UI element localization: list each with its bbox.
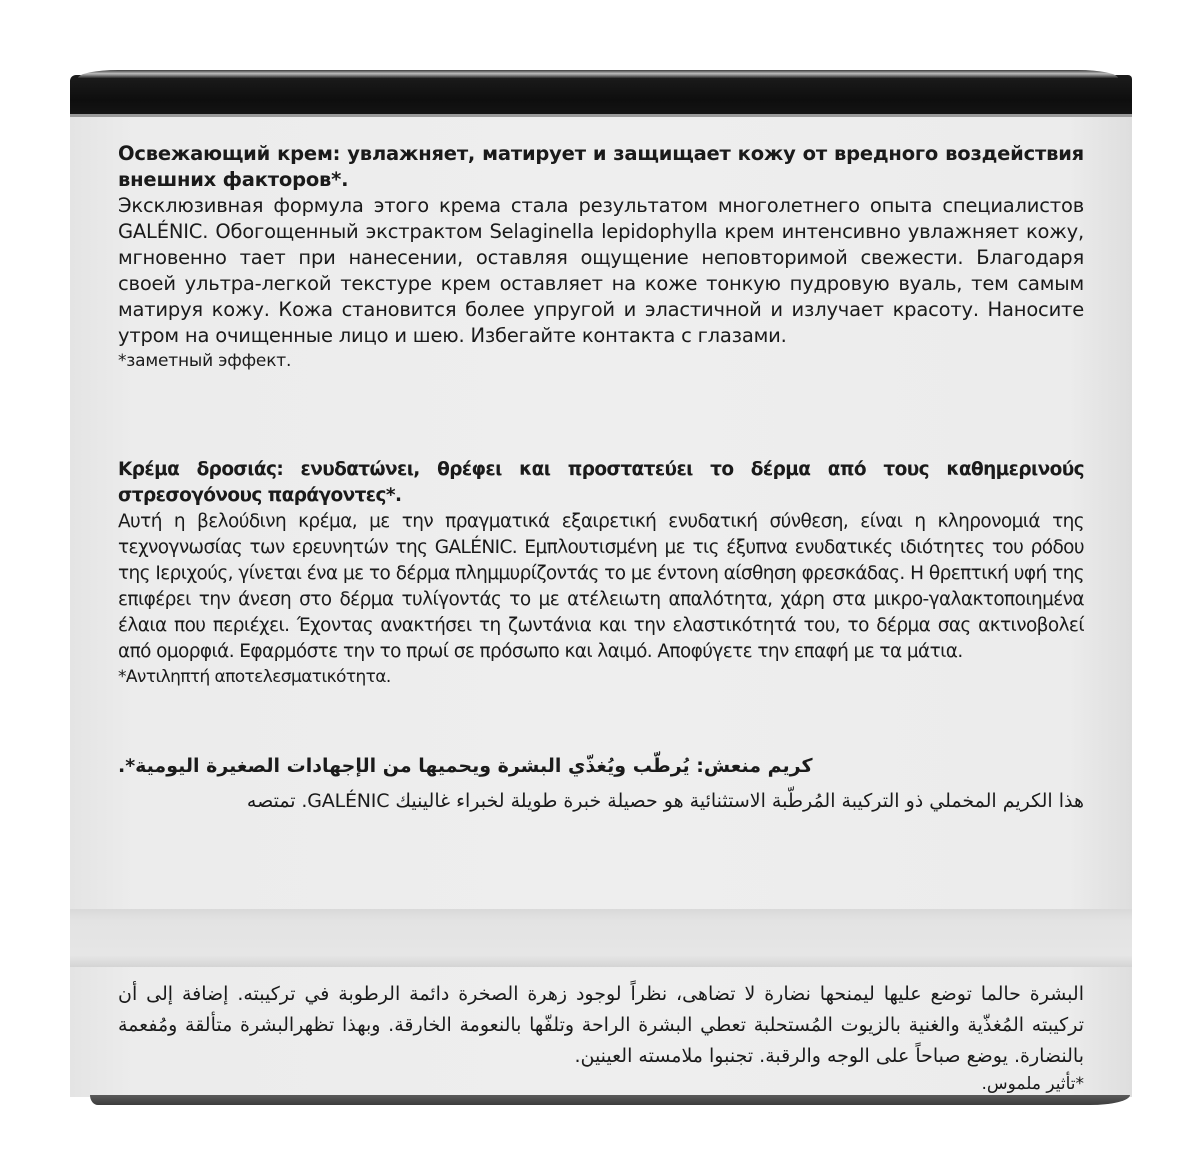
greek-section — [118, 457, 1084, 689]
label-panel — [70, 117, 1132, 1097]
russian-body: Эксклюзивная формула этого крема стала результатом многолетнего опыта специалистов GALÉNIC. Обогощенный экстрактом Selaginella lepidophylla крем интенсивно увлажняет кожу, мгновенно тает при нанесении, оставляя ощущение неповторимой свежести. Благодаря своей ультра-легкой текстуре крем оставляет на коже тонкую пудровую вуаль, тем самым матируя кожу. Кожа становится более упругой и эластичной и излучает красоту. Наносите утром на очищенные лицо и шею. Избегайте контакта с глазами. — [118, 194, 1084, 347]
greek-heading: Κρέμα δροσιάς: ενυδατώνει, θρέφει και προστατεύει το δέρμα από τους καθημερινούς στρεσογόνους παράγοντες*. — [118, 459, 1084, 506]
product-box — [70, 70, 1132, 1102]
fold-band — [70, 909, 1132, 967]
greek-body: Αυτή η βελούδινη κρέμα, με την πραγματικά εξαιρετική ενυδατική σύνθεση, είναι η κληρονομιά της τεχνογνωσίας των ερευνητών της GALÉNIC. Εμπλουτισμένη με τις έξυπνα ενυδατικές ιδιότητες του ρόδου της Ιεριχούς, γίνεται ένα με το δέρμα πλημμυρίζοντάς το με έντονη αίσθηση φρεσκάδας. Η θρεπτική υφή της επιφέρει την άνεση στο δέρμα τυλίγοντάς το με ατέλειωτη απαλότητα, χάρη στα μικρο-γαλακτοποιημένα έλαια που περιέχει. Έχοντας ανακτήσει τη ζωντάνια και την ελαστικότητά του, το δέρμα σας ακτινοβολεί από ομορφιά. Εφαρμόστε την το πρωί σε πρόσωπο και λαιμό. Αποφύγετε την επαφή με τα μάτια. — [118, 511, 1084, 662]
arabic-section-bottom — [118, 979, 1084, 1096]
box-bottom-edge — [90, 1095, 1130, 1105]
russian-section — [118, 141, 1084, 373]
arabic-footnote: *تأثير ملموس. — [981, 1074, 1084, 1094]
arabic-heading: كريم منعش: يُرطّب ويُغذّي البشرة ويحميها من الإجهادات الصغيرة اليومية*. — [118, 755, 813, 777]
greek-footnote: *Αντιληπτή αποτελεσματικότητα. — [118, 667, 391, 687]
arabic-body: البشرة حالما توضع عليها ليمنحها نضارة لا تضاهى، نظراً لوجود زهرة الصخرة دائمة الرطوبة في تركيبته. إضافة إلى أن تركيبته المُغذّية والغنية بالزيوت المُستحلبة تعطي البشرة الراحة وتلفّها بالنعومة الخارقة. وبهذا تظهرالبشرة متألقة ومُفعمة بالنضارة. يوضع صباحاً على الوجه والرقبة. تجنبوا ملامسته العينين. — [118, 983, 1084, 1067]
russian-heading: Освежающий крем: увлажняет, матирует и защищает кожу от вредного воздействия внешних факторов*. — [118, 142, 1084, 191]
arabic-section-top — [118, 751, 1084, 817]
arabic-line-before-fold: هذا الكريم المخملي ذو التركيبة المُرطّبة الاستثنائية هو حصيلة خبرة طويلة لخبراء غالينيك GALÉNIC. تمتصه — [246, 790, 1084, 812]
box-lid — [70, 75, 1132, 117]
russian-footnote: *заметный эффект. — [118, 351, 292, 371]
lid-rim — [78, 70, 1118, 78]
